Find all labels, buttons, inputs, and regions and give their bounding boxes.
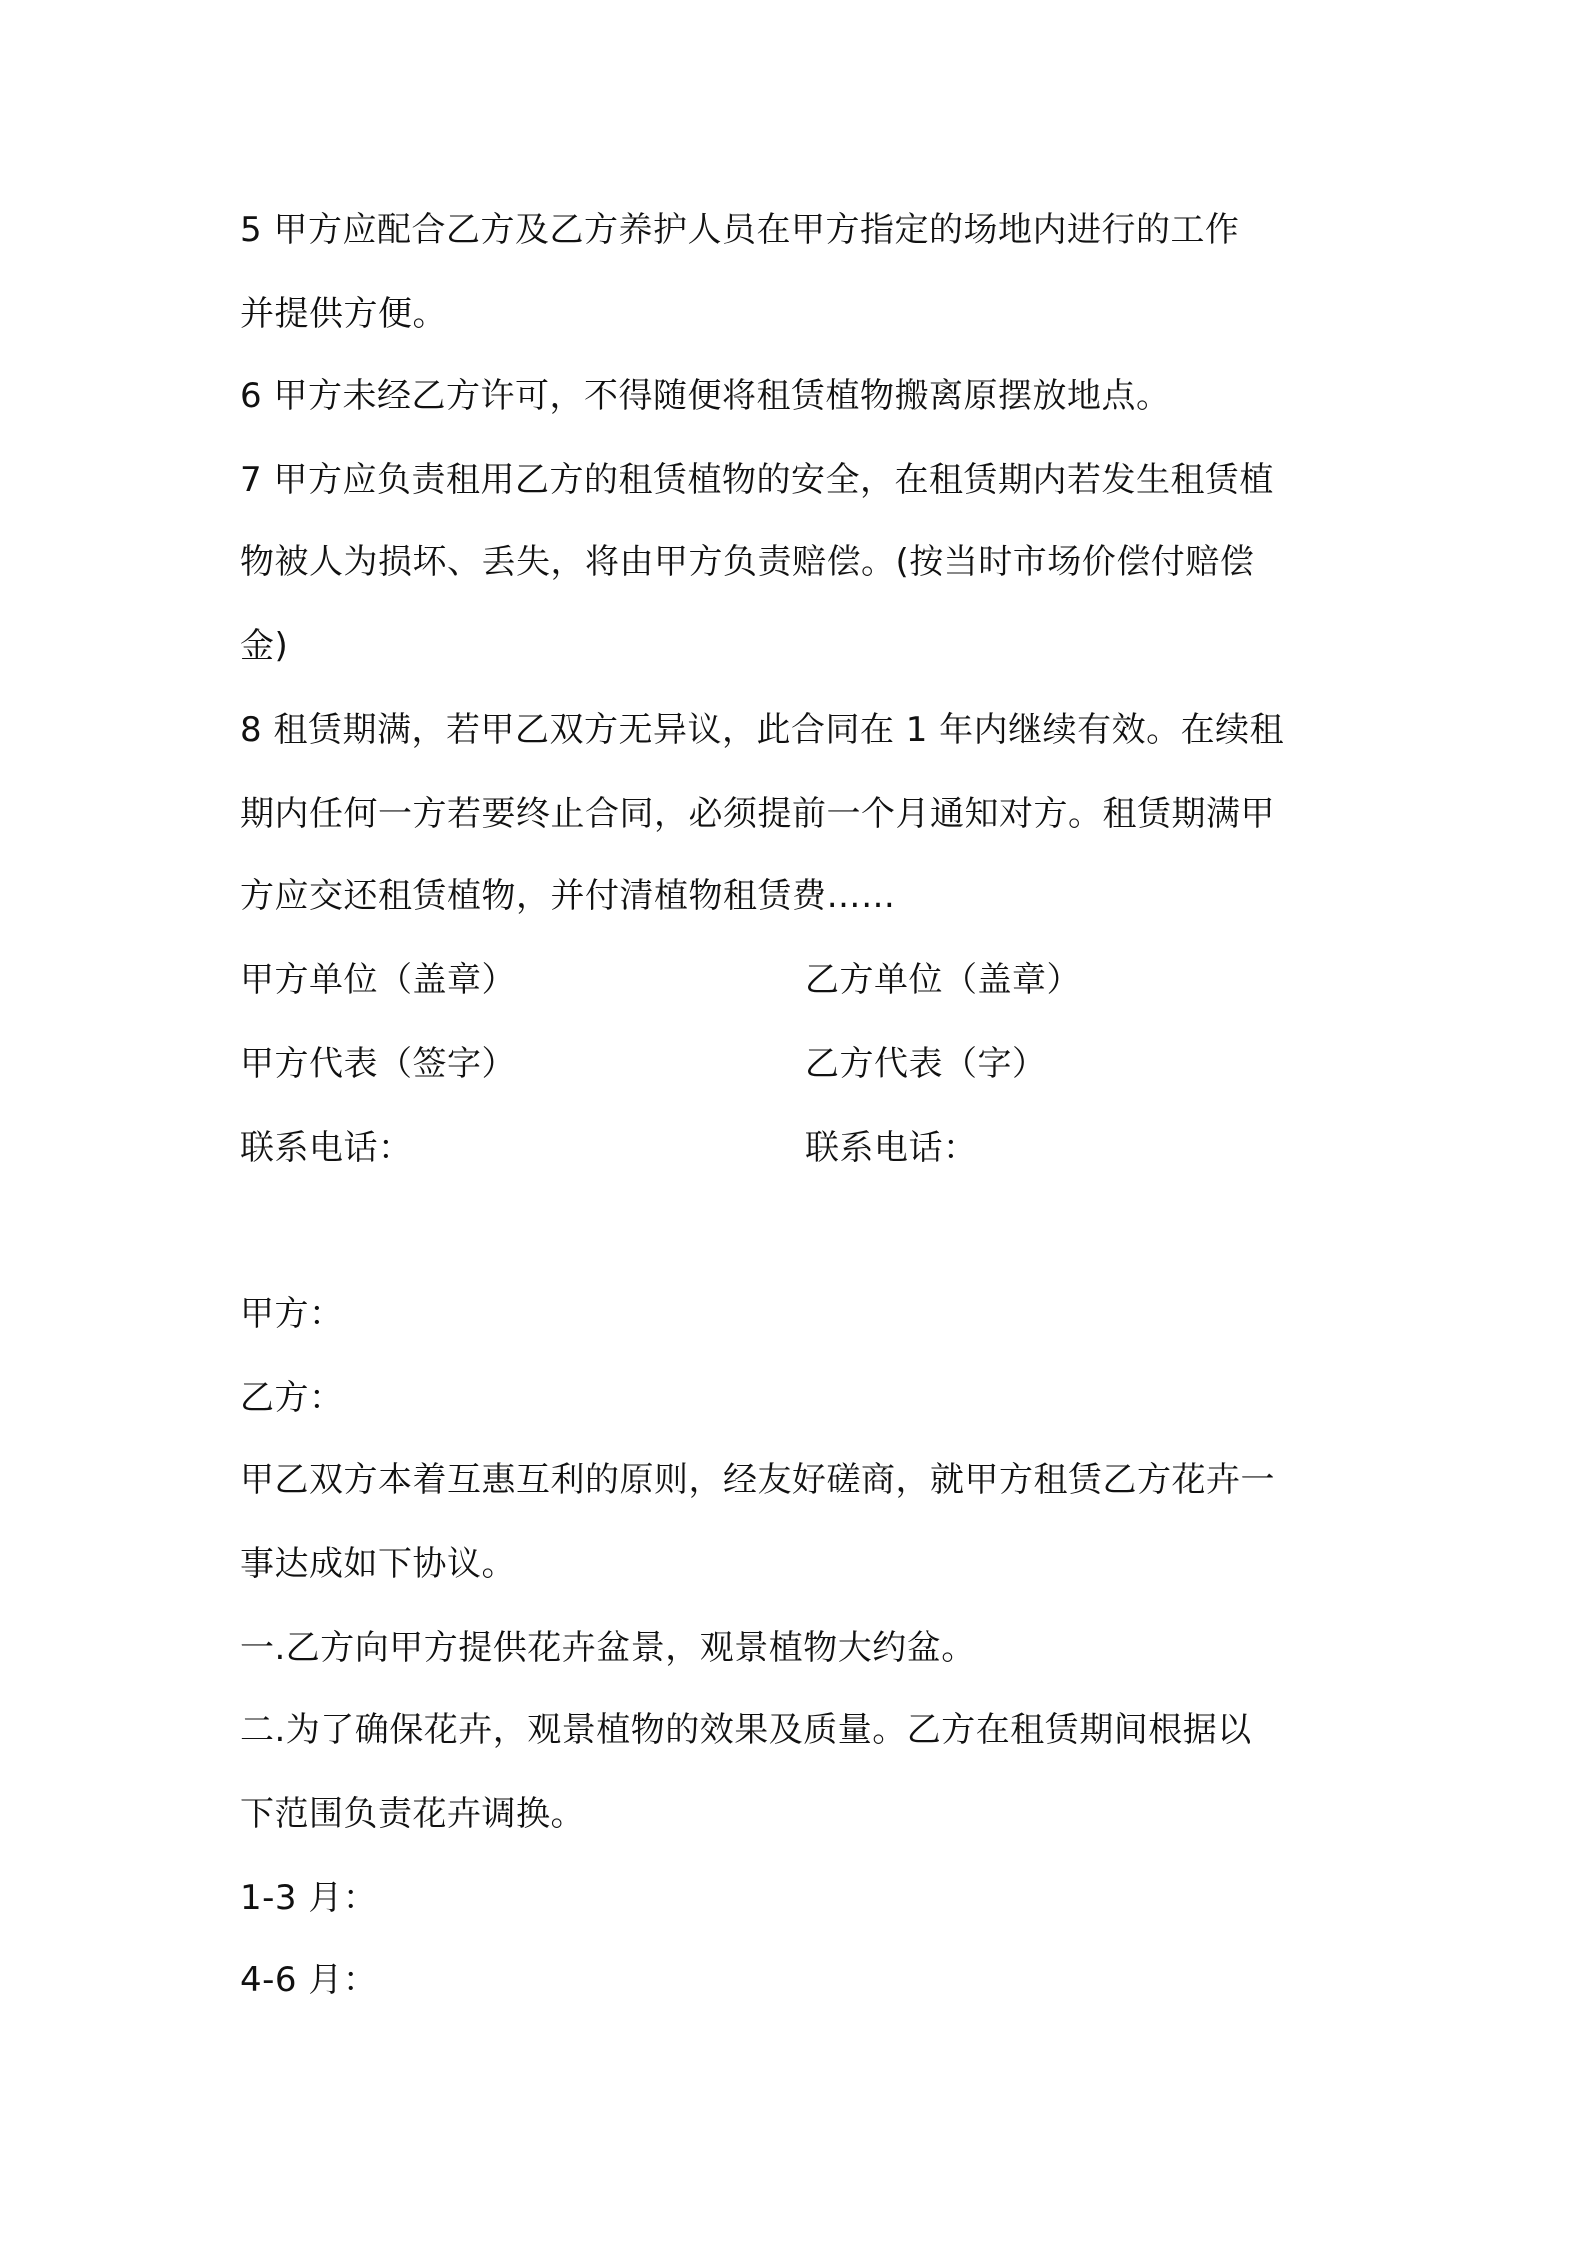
party-b-phone-label: 联系电话： [805,1128,978,1168]
contract2-period-2: 4-6 月： [240,1960,378,2000]
contract2-period-1: 1-3 月： [240,1878,378,1918]
contract2-party-a: 甲方： [240,1294,344,1334]
clause-7-line-2: 物被人为损坏、丢失，将由甲方负责赔偿。(按当时市场价偿付赔偿 [240,542,1255,582]
clause-5-line-1: 5 甲方应配合乙方及乙方养护人员在甲方指定的场地内进行的工作 [240,210,1240,250]
party-a-phone-label: 联系电话： [240,1128,413,1168]
party-a-unit-label: 甲方单位（盖章） [240,960,516,1000]
contract2-item-2-line-1: 二.为了确保花卉，观景植物的效果及质量。乙方在租赁期间根据以 [240,1710,1252,1750]
contract2-party-b: 乙方： [240,1378,344,1418]
party-a-rep-label: 甲方代表（签字） [240,1044,516,1084]
clause-7-line-1: 7 甲方应负责租用乙方的租赁植物的安全，在租赁期内若发生租赁植 [240,460,1274,500]
party-b-rep-label: 乙方代表（字） [805,1044,1047,1084]
clause-8-line-1: 8 租赁期满，若甲乙双方无异议，此合同在 1 年内继续有效。在续租 [240,710,1285,750]
contract2-intro-line-1: 甲乙双方本着互惠互利的原则，经友好磋商，就甲方租赁乙方花卉一 [240,1460,1275,1500]
clause-8-line-2: 期内任何一方若要终止合同，必须提前一个月通知对方。租赁期满甲 [240,794,1275,834]
contract2-item-1: 一.乙方向甲方提供花卉盆景，观景植物大约盆。 [240,1628,976,1668]
contract2-item-2-line-2: 下范围负责花卉调换。 [240,1794,585,1834]
contract2-intro-line-2: 事达成如下协议。 [240,1544,516,1584]
clause-7-line-3: 金) [240,626,289,666]
clause-8-line-3: 方应交还租赁植物，并付清植物租赁费…… [240,876,896,916]
party-b-unit-label: 乙方单位（盖章） [805,960,1081,1000]
clause-5-line-2: 并提供方便。 [240,294,447,334]
clause-6-line-1: 6 甲方未经乙方许可，不得随便将租赁植物搬离原摆放地点。 [240,376,1171,416]
